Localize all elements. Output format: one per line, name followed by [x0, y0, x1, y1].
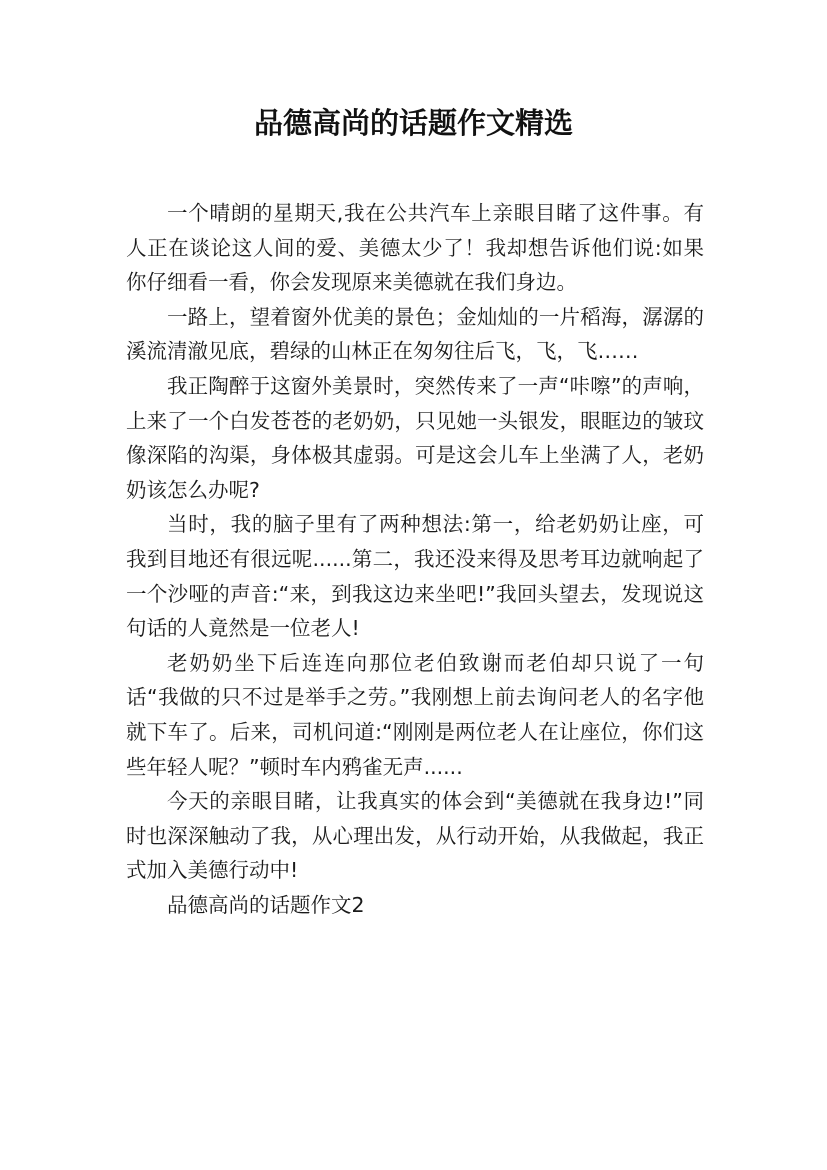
paragraph: 一个晴朗的星期天,我在公共汽车上亲眼目睹了这件事。有人正在谈论这人间的爱、美德太少了！我却想告诉他们说:如果你仔细看一看，你会发现原来美德就在我们身边。	[126, 201, 704, 295]
paragraph: 我正陶醉于这窗外美景时，突然传来了一声“咔嚓”的声响，上来了一个白发苍苍的老奶奶，只见她一头银发，眼眶边的皱玟像深陷的沟渠，身体极其虚弱。可是这会儿车上坐满了人，老奶奶该怎么办呢?	[126, 373, 704, 502]
paragraph: 当时，我的脑子里有了两种想法:第一，给老奶奶让座，可我到目地还有很远呢......第二，我还没来得及思考耳边就响起了一个沙哑的声音:“来，到我这边来坐吧!”我回头望去，发现说这句话的人竟然是一位老人!	[126, 512, 704, 641]
document-title: 品德高尚的话题作文精选	[253, 106, 573, 140]
document-body	[126, 196, 704, 922]
paragraph: 今天的亲眼目睹，让我真实的体会到“美德就在我身边!”同时也深深触动了我，从心理出发，从行动开始，从我做起，我正式加入美德行动中!	[126, 789, 704, 883]
section-heading: 品德高尚的话题作文2	[167, 892, 365, 917]
paragraph: 一路上，望着窗外优美的景色；金灿灿的一片稻海，潺潺的溪流清澈见底，碧绿的山林正在匆匆往后飞，飞，飞……	[126, 304, 704, 364]
paragraph: 老奶奶坐下后连连向那位老伯致谢而老伯却只说了一句话“我做的只不过是举手之劳。”我刚想上前去询问老人的名字他就下车了。后来，司机问道:“刚刚是两位老人在让座位，你们这些年轻人呢？”顿时车内鸦雀无声......	[126, 650, 704, 779]
